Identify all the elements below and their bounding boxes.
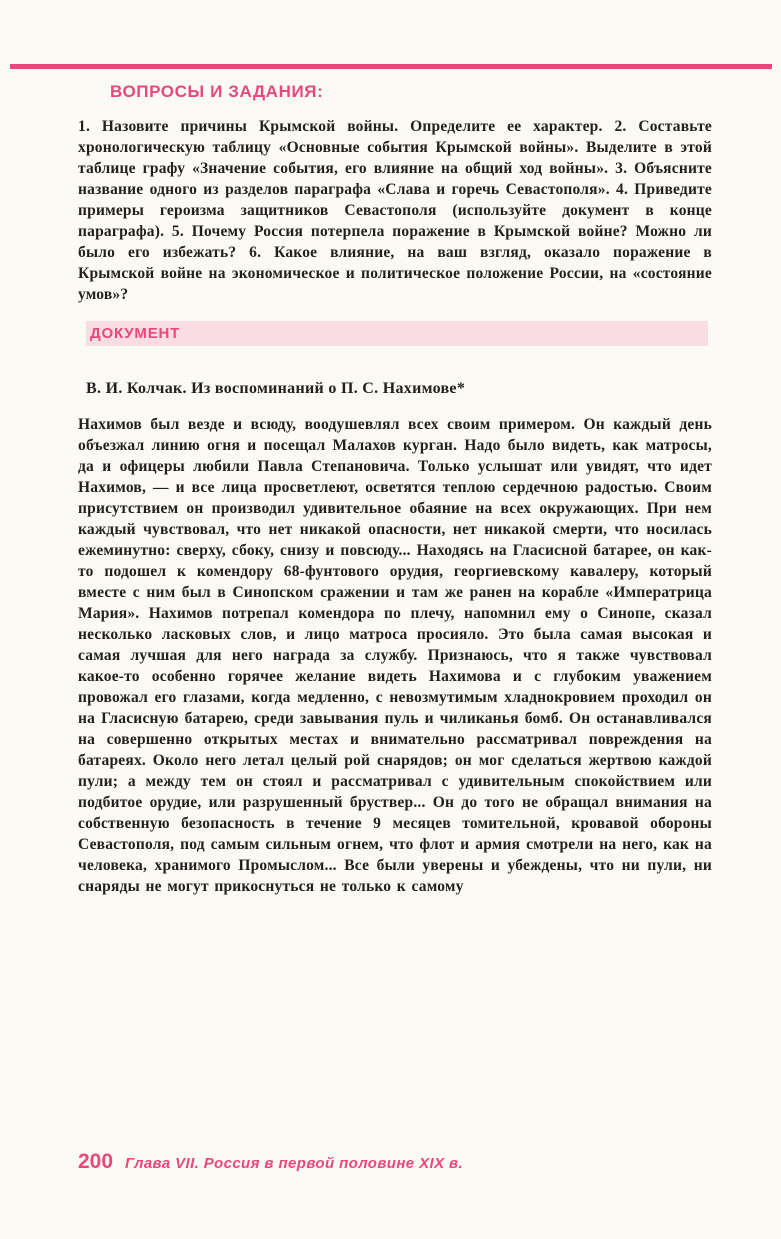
questions-text: 1. Назовите причины Крымской войны. Определите ее характер. 2. Составьте хронологическую таблицу «Основные события Крымской войны». Выделите в этой таблице графу «Значение события, его влияние на общий ход войны». 3. Объясните название одного из разделов параграфа «Слава и горечь Севастополя». 4. Приведите примеры героизма защитников Севастополя (используйте документ в конце параграфа). 5. Почему Россия потерпела поражение в Крымской войне? Можно ли было его избежать? 6. Какое влияние, на ваш взгляд, оказало поражение в Крымской войне на экономическое и политическое положение России, на «состояние умов»? bbox=[78, 118, 712, 303]
document-heading-bar bbox=[86, 321, 708, 346]
page-number: 200 bbox=[78, 1150, 114, 1173]
chapter-title: Глава VII. Россия в первой половине XIX в. bbox=[125, 1155, 464, 1172]
document-section bbox=[78, 321, 712, 897]
document-title: В. И. Колчак. Из воспоминаний о П. С. Нахимове* bbox=[86, 380, 466, 397]
document-heading: ДОКУМЕНТ bbox=[90, 325, 181, 342]
top-rule bbox=[10, 64, 772, 69]
page-footer bbox=[78, 1150, 463, 1174]
questions-section bbox=[78, 82, 712, 305]
document-text: Нахимов был везде и всюду, воодушевлял всех своим примером. Он каждый день объезжал линию огня и посещал Малахов курган. Надо было видеть, как матросы, да и офицеры любили Павла Степановича. Только услышат или увидят, что идет Нахимов, — и все лица просветлеют, осветятся теплою сердечною радостью. Своим присутствием он производил удивительное обаяние на всех окружающих. При нем каждый чувствовал, что нет никакой опасности, нет никакой смерти, что носилась ежеминутно: сверху, сбоку, снизу и повсюду... Находясь на Гласисной батарее, он как-то подошел к комендору 68-фунтового орудия, георгиевскому кавалеру, который вместе с ним был в Синопском сражении и там же ранен на корабле «Императрица Мария». Нахимов потрепал комендора по плечу, напомнил ему о Синопе, сказал несколько ласковых слов, и лицо матроса просияло. Это была самая высокая и самая лучшая для него награда за службу. Признаюсь, что я также чувствовал какое-то особенно горячее желание видеть Нахимова и с глубоким уважением провожал его глазами, когда медленно, с невозмутимым хладнокровием проходил он на Гласисную батарею, среди завывания пуль и чиликанья бомб. Он останавливался на совершенно открытых местах и внимательно рассматривал повреждения на батареях. Около него летал целый рой снарядов; он мог сделаться жертвою каждой пули; а между тем он стоял и рассматривал с удивительным спокойствием или подбитое орудие, или разрушенный бруствер... Он до того не обращал внимания на собственную безопасность в течение 9 месяцев томительной, кровавой обороны Севастополя, под самым сильным огнем, что флот и армия смотрели на него, как на человека, хранимого Промыслом... Все были уверены и убеждены, что ни пули, ни снаряды не могут прикоснуться не только к самому bbox=[78, 416, 712, 895]
questions-heading: ВОПРОСЫ И ЗАДАНИЯ: bbox=[110, 82, 324, 101]
page-content bbox=[78, 82, 712, 897]
